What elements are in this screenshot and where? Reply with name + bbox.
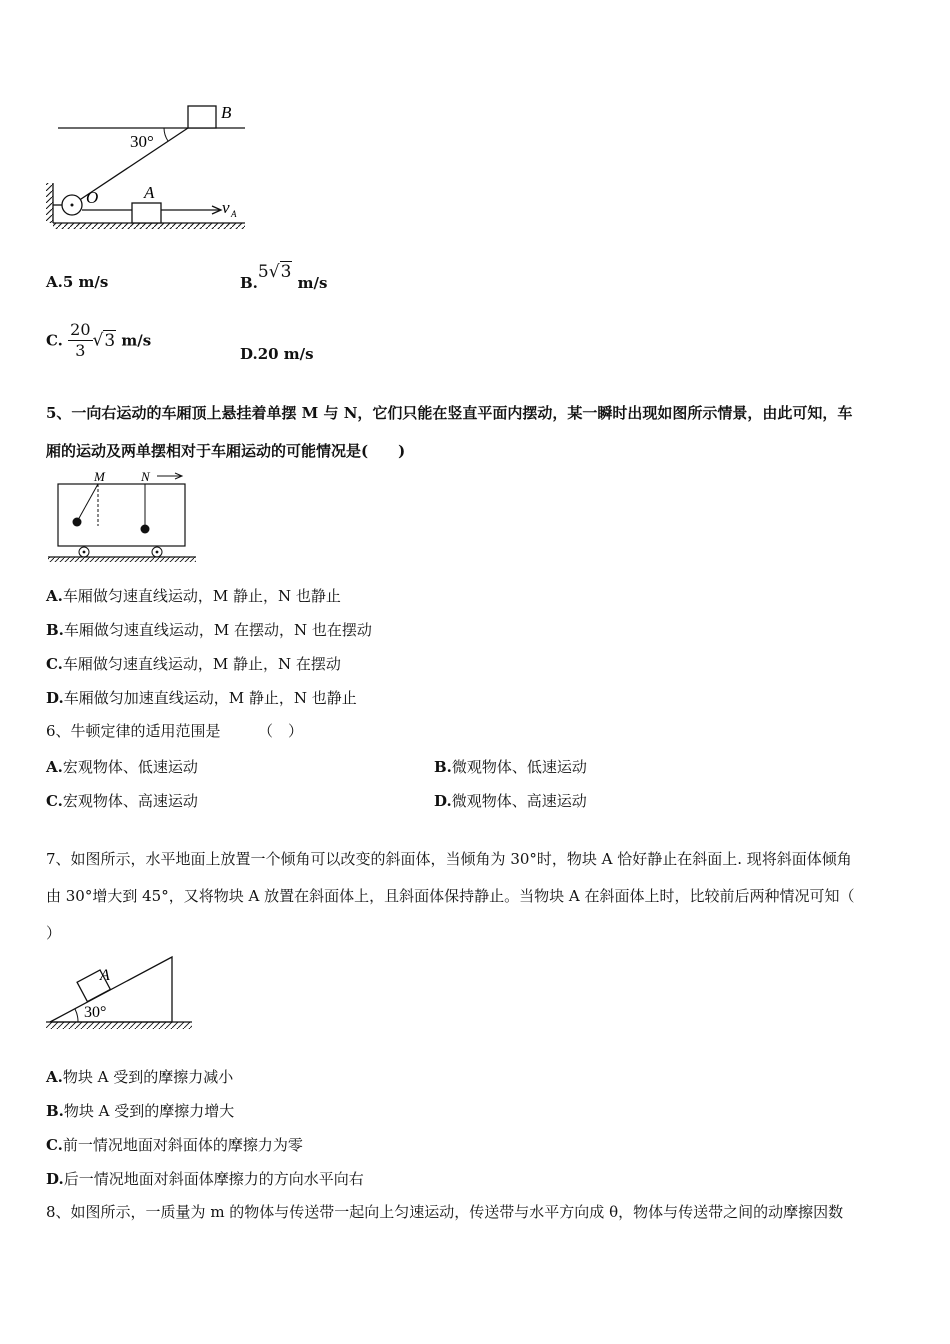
q4-option-b-unit: m/s — [297, 274, 328, 292]
q4-option-c-numerator: 20 — [70, 320, 91, 339]
q5-option-d-text: 车厢做匀加速直线运动，M 静止，N 也静止 — [63, 689, 357, 707]
q6-option-d[interactable] — [434, 790, 587, 811]
q7-option-d[interactable] — [46, 1168, 364, 1189]
q4-option-a-key: A. — [46, 273, 63, 291]
incline-angle-arc — [75, 1009, 78, 1022]
label-n: N — [141, 469, 150, 484]
q6-stem: 6、牛顿定律的适用范围是 （ ） — [46, 722, 304, 740]
q5-option-d-key: D. — [46, 689, 64, 707]
pulley-axle — [71, 204, 74, 207]
q6-option-c-key: C. — [46, 792, 63, 810]
q4-option-c-unit: m/s — [121, 331, 152, 350]
q4-option-b-value: 5√3 — [257, 262, 292, 282]
q5-stem-line-2: 厢的运动及两单摆相对于车厢运动的可能情况是( ) — [46, 442, 406, 460]
q5-option-c-text: 车厢做匀速直线运动，M 静止，N 在摆动 — [62, 655, 341, 673]
label-m: M — [94, 469, 105, 484]
q8-stem-line-1: 8、如图所示，一质量为 m 的物体与传送带一起向上匀速运动，传送带与水平方向成 θ，物体与传送带之间的动摩擦因数 — [46, 1203, 844, 1221]
label-v-sub: A — [231, 209, 237, 219]
q4-option-c-sqrt: √3 — [92, 330, 116, 351]
q4-option-b-coef: 5 — [257, 262, 269, 282]
q7-option-b[interactable] — [46, 1100, 234, 1121]
q4-option-c-key: C. — [46, 331, 63, 350]
ground-hatch — [53, 223, 245, 229]
wall-hatch — [46, 183, 53, 223]
q4-option-c-fraction — [68, 320, 92, 361]
q7-option-c-text: 前一情况地面对斜面体的摩擦力为零 — [62, 1136, 303, 1154]
wheel-left-hub — [83, 551, 86, 554]
q7-option-a[interactable] — [46, 1066, 233, 1087]
label-v: v — [222, 198, 230, 217]
q5-option-a-key: A. — [46, 587, 63, 605]
q5-stem-line-1: 5、一向右运动的车厢顶上悬挂着单摆 M 与 N，它们只能在竖直平面内摆动，某一瞬时出现如图所示情景，由此可知，车 — [46, 404, 853, 422]
q7-stem-line-3: ） — [46, 924, 62, 942]
q7-option-c-key: C. — [46, 1136, 63, 1154]
label-incline-a: A — [100, 967, 110, 984]
q6-option-b[interactable] — [434, 756, 587, 777]
q4-option-a-text: 5 m/s — [62, 273, 109, 291]
q4-option-b-radicand: 3 — [280, 262, 292, 282]
wheel-right-hub — [156, 551, 159, 554]
block-b — [188, 106, 216, 128]
q6-option-c-text: 宏观物体、高速运动 — [62, 792, 198, 810]
q5-option-d[interactable] — [46, 687, 357, 708]
figure-carriage-pendulums — [44, 468, 200, 566]
q5-option-b-text: 车厢做匀速直线运动，M 在摆动，N 也在摆动 — [63, 621, 372, 639]
label-b: B — [221, 103, 232, 122]
q5-option-a-text: 车厢做匀速直线运动，M 静止，N 也静止 — [62, 587, 341, 605]
q4-option-d-key: D. — [240, 345, 258, 363]
q6-option-b-text: 微观物体、低速运动 — [451, 758, 587, 776]
q4-option-c-denominator: 3 — [75, 341, 86, 360]
q4-option-c-radicand: 3 — [104, 330, 116, 351]
figure-incline-block — [46, 950, 196, 1035]
q7-option-b-key: B. — [46, 1102, 64, 1120]
q6-option-a-key: A. — [46, 758, 63, 776]
angle-arc — [164, 128, 168, 141]
figure-pulley-blocks — [40, 95, 255, 235]
label-incline-angle: 30° — [84, 1004, 107, 1021]
carriage-body — [58, 484, 185, 546]
q5-option-c[interactable] — [46, 653, 341, 674]
q7-option-a-text: 物块 A 受到的摩擦力减小 — [62, 1068, 234, 1086]
q6-option-c[interactable] — [46, 790, 198, 811]
q6-option-d-key: D. — [434, 792, 452, 810]
q6-option-a[interactable] — [46, 756, 198, 777]
pendulum-m-string — [78, 484, 98, 520]
q6-option-a-text: 宏观物体、低速运动 — [62, 758, 198, 776]
q7-option-d-text: 后一情况地面对斜面体摩擦力的方向水平向右 — [63, 1170, 364, 1188]
q4-option-a[interactable] — [46, 273, 108, 291]
q7-stem-line-1: 7、如图所示，水平地面上放置一个倾角可以改变的斜面体，当倾角为 30°时，物块 A 恰好静止在斜面上. 现将斜面体倾角 — [46, 850, 852, 868]
q5-option-b-key: B. — [46, 621, 64, 639]
q7-option-c[interactable] — [46, 1134, 303, 1155]
label-angle-30: 30° — [130, 132, 154, 151]
incline-ground-hatch — [46, 1022, 192, 1029]
q7-option-a-key: A. — [46, 1068, 63, 1086]
q6-option-d-text: 微观物体、高速运动 — [451, 792, 587, 810]
q4-option-d-text: 20 m/s — [257, 345, 314, 363]
q4-option-d[interactable] — [240, 345, 314, 363]
pendulum-n-bob — [141, 525, 150, 534]
label-a: A — [144, 183, 155, 202]
q7-stem-line-2: 由 30°增大到 45°，又将物块 A 放置在斜面体上，且斜面体保持静止。当物块 A 在斜面体上时，比较前后两种情况可知（ — [46, 887, 855, 905]
q4-option-c[interactable] — [46, 320, 151, 361]
q4-option-b-key: B. — [240, 274, 258, 292]
track-hatch — [48, 557, 196, 562]
q7-option-d-key: D. — [46, 1170, 64, 1188]
q4-option-b[interactable] — [240, 262, 328, 292]
q7-option-b-text: 物块 A 受到的摩擦力增大 — [63, 1102, 235, 1120]
q5-option-c-key: C. — [46, 655, 63, 673]
pendulum-m-bob — [73, 518, 82, 527]
block-a — [132, 203, 161, 223]
label-o: O — [86, 188, 99, 207]
q6-option-b-key: B. — [434, 758, 452, 776]
q5-option-a[interactable] — [46, 585, 341, 606]
q5-option-b[interactable] — [46, 619, 372, 640]
